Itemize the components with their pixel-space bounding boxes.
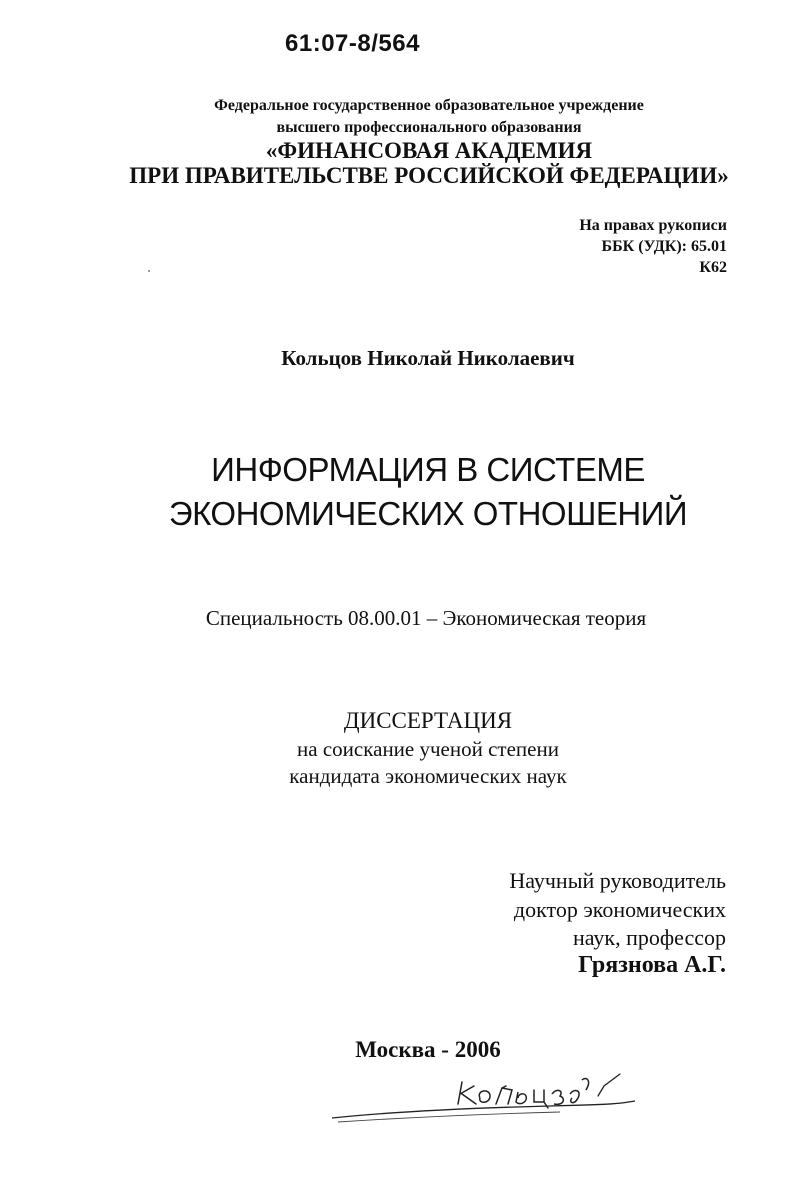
institution-line-2: высшего профессионального образования bbox=[276, 119, 582, 136]
institution-name-line-2: ПРИ ПРАВИТЕЛЬСТВЕ РОССИЙСКОЙ ФЕДЕРАЦИИ» bbox=[129, 163, 729, 188]
supervisor-degree: доктор экономических bbox=[513, 897, 726, 922]
institution-name-line-1: «ФИНАНСОВАЯ АКАДЕМИЯ bbox=[265, 138, 593, 163]
supervisor-role: Научный руководитель bbox=[509, 868, 726, 893]
scan-speck bbox=[148, 270, 150, 272]
author-index: К62 bbox=[699, 259, 727, 276]
handwritten-signature bbox=[330, 1068, 650, 1128]
supervisor-title: наук, профессор bbox=[573, 925, 726, 950]
author-name: Кольцов Николай Николаевич bbox=[281, 346, 575, 370]
institution-line-1: Федеральное государственное образовательное учреждение bbox=[214, 97, 644, 114]
specialty: Специальность 08.00.01 – Экономическая теория bbox=[205, 606, 647, 630]
document-type-heading: ДИССЕРТАЦИЯ bbox=[343, 708, 513, 733]
bbk-code: ББК (УДК): 65.01 bbox=[601, 238, 727, 255]
supervisor-name: Грязнова А.Г. bbox=[578, 952, 726, 978]
library-code-stamp: 61:07-8/564 bbox=[285, 30, 420, 57]
manuscript-rights: На правах рукописи bbox=[579, 217, 727, 234]
dissertation-title-line-1: ИНФОРМАЦИЯ В СИСТЕМЕ bbox=[211, 451, 645, 488]
city-year: Москва - 2006 bbox=[355, 1037, 501, 1062]
degree-line-1: на соискание ученой степени bbox=[297, 737, 559, 761]
degree-line-2: кандидата экономических наук bbox=[289, 764, 567, 788]
dissertation-title-line-2: ЭКОНОМИЧЕСКИХ ОТНОШЕНИЙ bbox=[168, 495, 688, 532]
